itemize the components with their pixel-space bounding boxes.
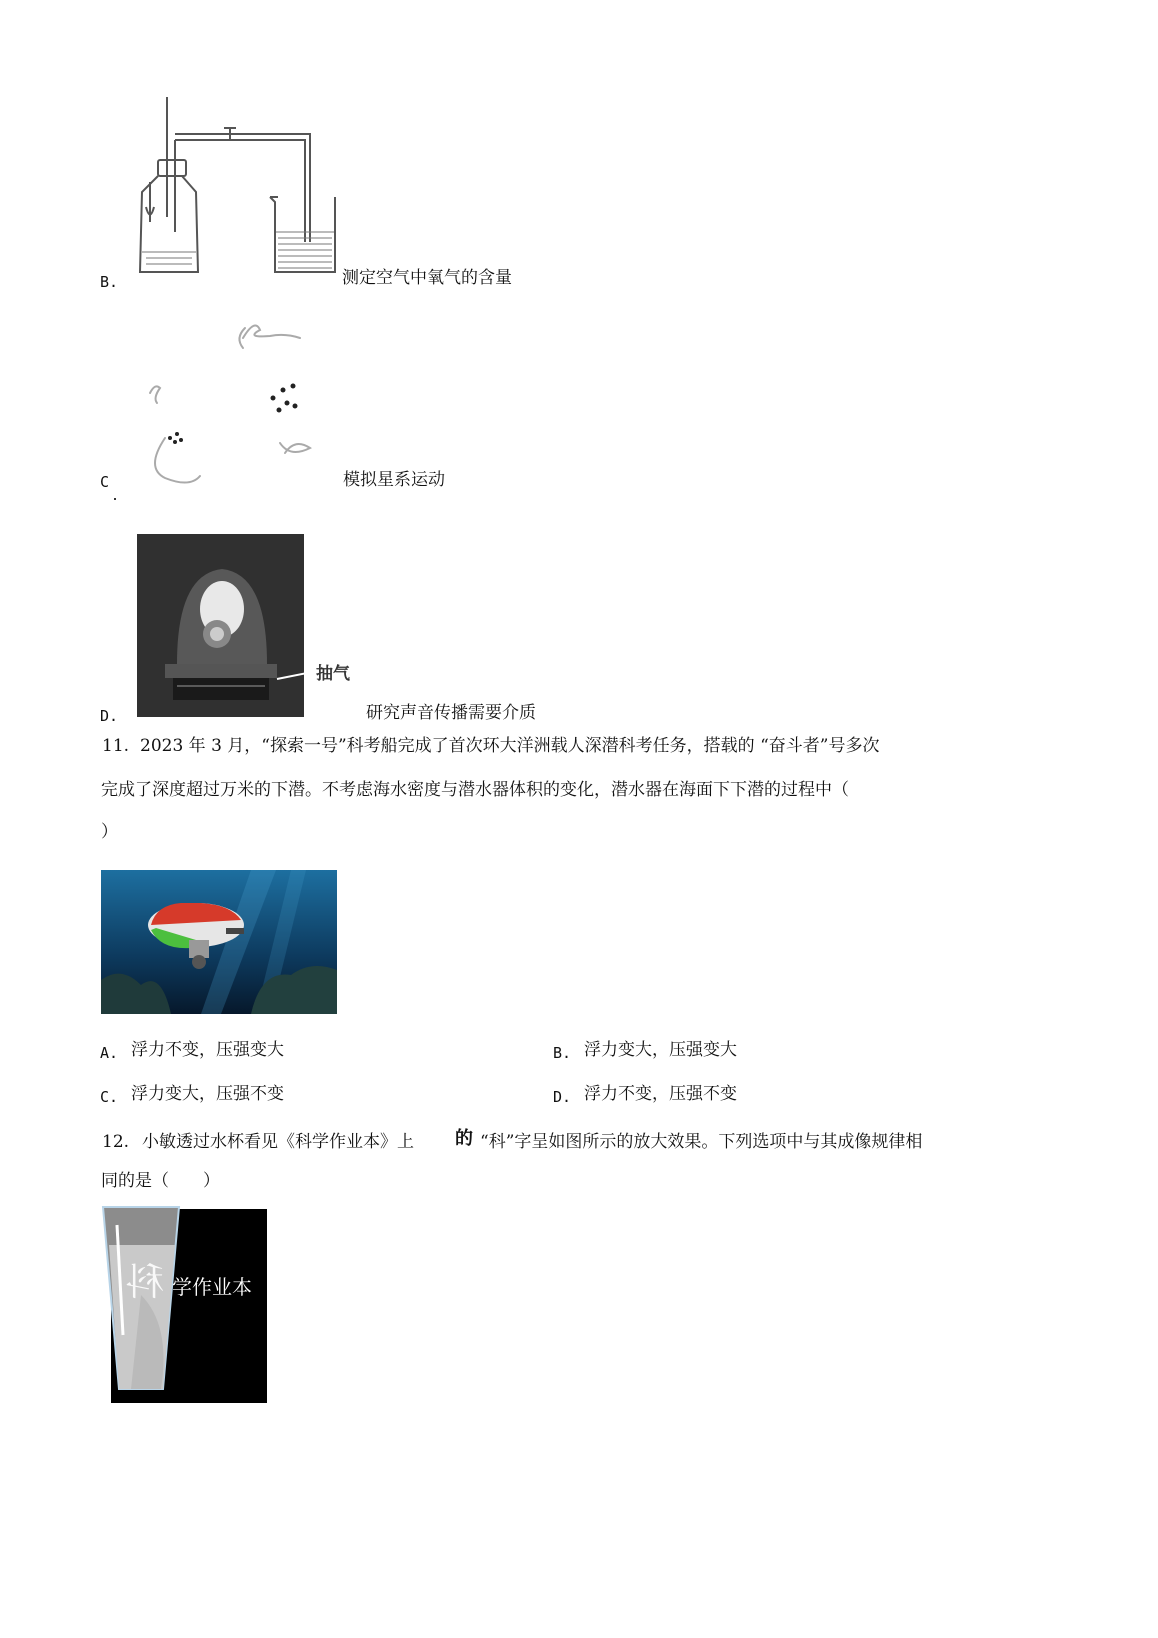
q11-number: 11.: [102, 736, 130, 756]
q11-option-c-text: 浮力变大，压强不变: [131, 1084, 284, 1104]
q11-option-d-letter: D.: [553, 1088, 572, 1106]
figure-balloon-galaxy: [135, 308, 315, 488]
q11-line2: 完成了深度超过万米的下潜。不考虑海水密度与潜水器体积的变化，潜水器在海面下下潜的过程中（: [101, 780, 849, 800]
q12-number: 12.: [102, 1132, 130, 1152]
figure-book-text: 学作业本: [172, 1275, 252, 1299]
option-c-caption: 模拟星系运动: [343, 470, 445, 490]
figure-bell-jar-photo: [137, 534, 304, 717]
q12-line1-a: 小敏透过水杯看见《科学作业本》上: [142, 1132, 414, 1152]
figure-submersible-photo: [101, 870, 337, 1014]
q11-option-c-letter: C.: [100, 1088, 119, 1106]
q12-line2: 同的是（ ）: [101, 1171, 220, 1191]
q11-option-b-text: 浮力变大，压强变大: [584, 1040, 737, 1060]
figure-label-air-extraction: 抽气: [316, 664, 350, 684]
stray-dot: [114, 498, 116, 500]
option-d-letter: D.: [100, 707, 119, 725]
q11-option-a-text: 浮力不变，压强变大: [131, 1040, 284, 1060]
q12-line1-c: “科”字呈如图所示的放大效果。下列选项中与其成像规律相: [480, 1132, 923, 1152]
q11-option-d-text: 浮力不变，压强不变: [584, 1084, 737, 1104]
q11-line1: 2023 年 3 月，“探索一号”科考船完成了首次环大洋洲载人深潜科考任务，搭载的 “奋斗者”号多次: [140, 736, 880, 756]
figure-oxygen-apparatus: [130, 92, 345, 282]
q12-line1-b: 的: [455, 1128, 473, 1149]
q11-option-b-letter: B.: [553, 1044, 572, 1062]
option-c-letter: C: [100, 473, 110, 491]
option-d-caption: 研究声音传播需要介质: [366, 703, 536, 723]
figure-water-glass: [101, 1205, 269, 1405]
q11-line3: ）: [101, 822, 118, 842]
figure-magnified-character: 科: [126, 1260, 165, 1304]
option-b-letter: B.: [100, 273, 119, 291]
option-b-caption: 测定空气中氧气的含量: [342, 268, 512, 288]
q11-option-a-letter: A.: [100, 1044, 119, 1062]
